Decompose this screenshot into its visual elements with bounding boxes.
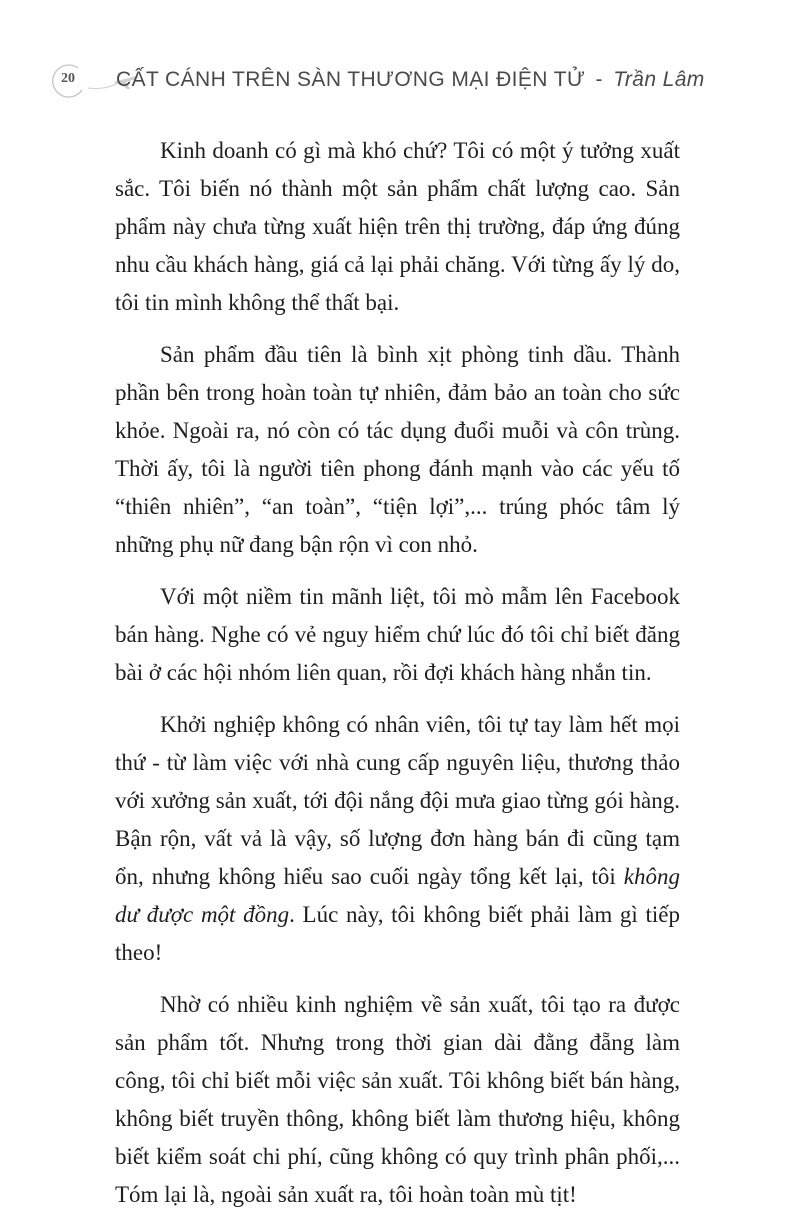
paragraph-2: Sản phẩm đầu tiên là bình xịt phòng tinh dầu. Thành phần bên trong hoàn toàn tự nhiên, đảm bảo an toàn cho sức khỏe. Ngoài ra, nó còn có tác dụng đuổi muỗi và côn trùng. Thời ấy, tôi là người tiên phong đánh mạnh vào các yếu tố “thiên nhiên”, “an toàn”, “tiện lợi”,... trúng phóc tâm lý những phụ nữ đang bận rộn vì con nhỏ.: [115, 342, 680, 557]
paragraph-4-emphasis: không dư được một đồng: [115, 864, 680, 927]
paragraph-4: [115, 706, 680, 972]
paragraph-5: Nhờ có nhiều kinh nghiệm về sản xuất, tôi tạo ra được sản phẩm tốt. Nhưng trong thời gian dài đằng đẵng làm công, tôi chỉ biết mỗi việc sản xuất. Tôi không biết bán hàng, không biết truyền thông, không biết làm thương hiệu, không biết kiểm soát chi phí, cũng không có quy trình phân phối,... Tóm lại là, ngoài sản xuất ra, tôi hoàn toàn mù tịt!: [115, 992, 680, 1207]
book-title: CẤT CÁNH TRÊN SÀN THƯƠNG MẠI ĐIỆN TỬ: [116, 68, 586, 91]
paragraph-3: Với một niềm tin mãnh liệt, tôi mò mẫm lên Facebook bán hàng. Nghe có vẻ nguy hiểm chứ lúc đó tôi chỉ biết đăng bài ở các hội nhóm liên quan, rồi đợi khách hàng nhắn tin.: [115, 584, 680, 685]
running-header: [48, 62, 748, 102]
header-title-line: [116, 68, 705, 92]
paragraph-4-text-before: Khởi nghiệp không có nhân viên, tôi tự tay làm hết mọi thứ - từ làm việc với nhà cung cấp nguyên liệu, thương thảo với xưởng sản xuất, tới đội nắng đội mưa giao từng gói hàng. Bận rộn, vất vả là vậy, số lượng đơn hàng bán đi cũng tạm ổn, nhưng không hiểu sao cuối ngày tổng kết lại, tôi: [115, 712, 680, 889]
page-number-badge: [48, 62, 88, 102]
body-text: [115, 132, 680, 1228]
paragraph-4-text-after: . Lúc này, tôi không biết phải làm gì tiếp theo!: [115, 902, 680, 965]
title-separator: -: [595, 68, 603, 91]
paragraph-1: Kinh doanh có gì mà khó chứ? Tôi có một ý tưởng xuất sắc. Tôi biến nó thành một sản phẩm chất lượng cao. Sản phẩm này chưa từng xuất hiện trên thị trường, đáp ứng đúng nhu cầu khách hàng, giá cả lại phải chăng. Với từng ấy lý do, tôi tin mình không thể thất bại.: [115, 138, 680, 315]
page-number: 20: [61, 71, 75, 86]
book-author: Trần Lâm: [613, 68, 705, 91]
